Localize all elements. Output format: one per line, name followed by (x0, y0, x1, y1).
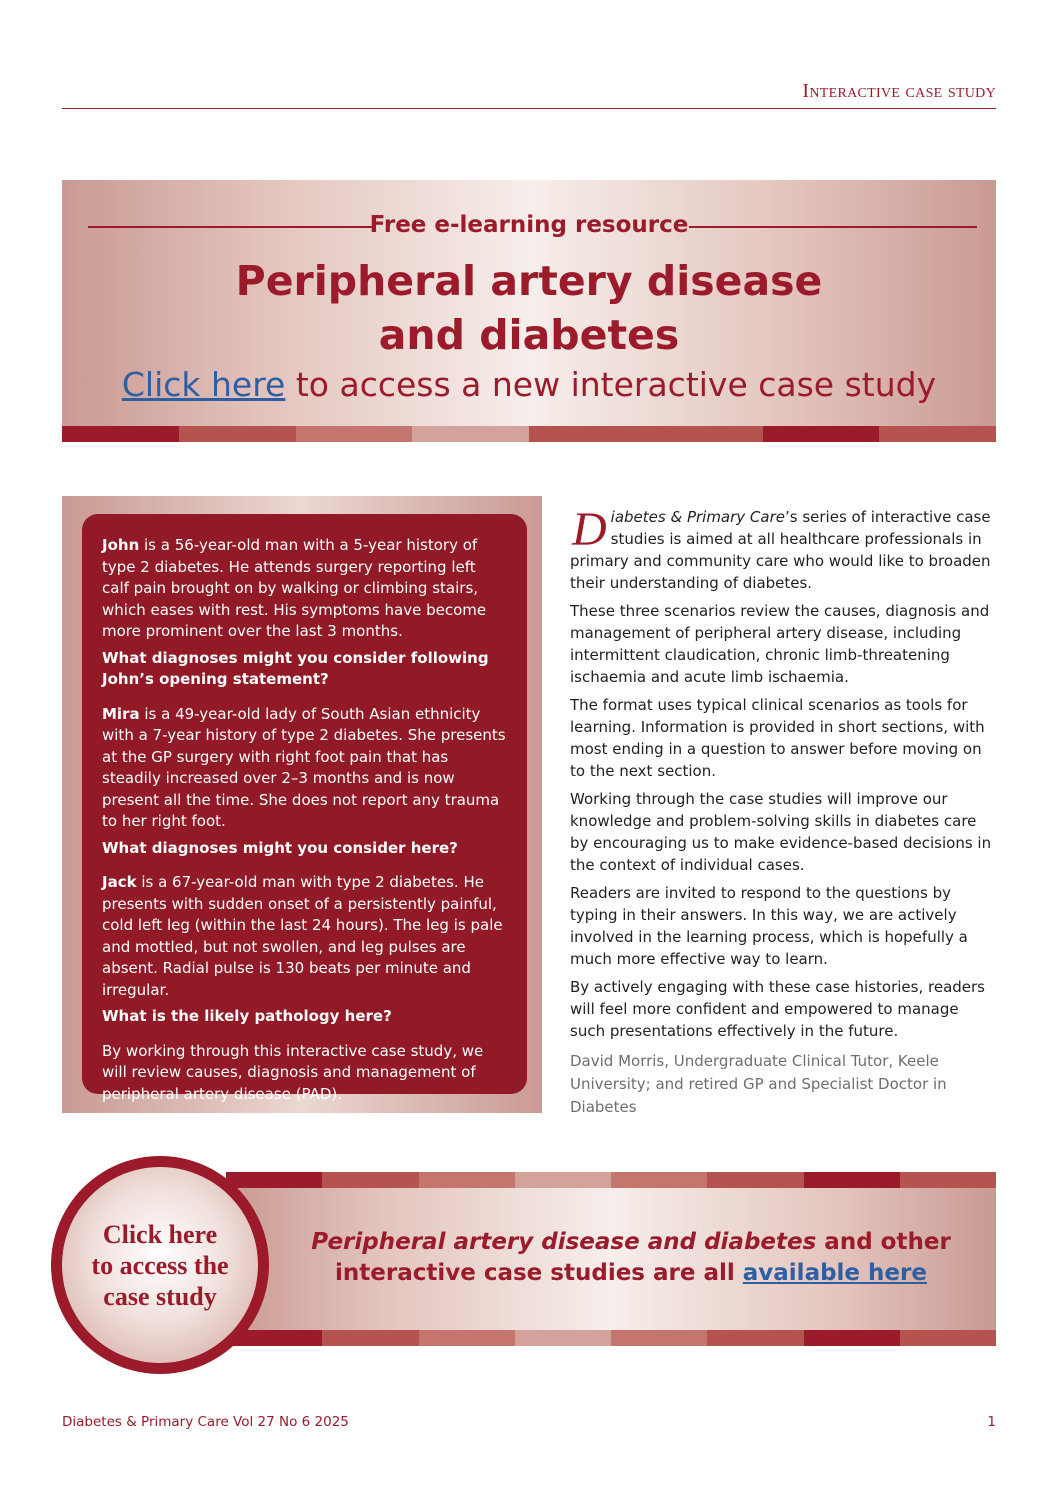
circle-line-3: case study (103, 1282, 217, 1311)
case-jack-name: Jack (102, 873, 137, 891)
case-jack (102, 872, 507, 1001)
banner-cta (62, 365, 996, 404)
journal-name: iabetes & Primary Care (610, 508, 785, 526)
bottom-stripe-top (226, 1172, 996, 1188)
intro-para-5: Readers are invited to respond to the questions by typing in their answers. In this way, we are actively involved in the learning process, which is hopefully a much more effective way to learn. (570, 884, 968, 968)
dropcap: D (572, 503, 607, 556)
bottom-stripe-bottom (226, 1330, 996, 1346)
circle-text (62, 1219, 258, 1312)
bottom-banner (226, 1172, 996, 1346)
case-john-name: John (102, 536, 140, 554)
circle-inner (62, 1167, 258, 1363)
intro-para-4: Working through the case studies will improve our knowledge and problem-solving skills in diabetes care by encouraging us to make evidence-based decisions in the context of individual cases. (570, 790, 992, 874)
case-mira-question: What diagnoses might you consider here? (102, 838, 458, 857)
banner-stripe (62, 426, 996, 442)
banner-kicker: Free e-learning resource (369, 212, 689, 238)
case-john-text: is a 56-year-old man with a 5-year history of type 2 diabetes. He attends surgery reporting left calf pain brought on by walking or climbing stairs, which eases with rest. His symptoms have become more prominent over the last 3 months. (102, 536, 487, 640)
case-john (102, 535, 507, 643)
intro-para-2: These three scenarios review the causes, diagnosis and management of peripheral artery disease, including intermittent claudication, chronic limb-threatening ischaemia and acute limb ischaemia. (570, 602, 990, 686)
intro-para-6: By actively engaging with these case histories, readers will feel more confident and empowered to manage such presentations effectively in the future. (570, 978, 985, 1040)
available-here-link[interactable]: available here (742, 1260, 927, 1286)
banner-title (62, 254, 996, 362)
page-number: 1 (987, 1414, 996, 1430)
intro-para-1 (570, 503, 995, 594)
bottom-text-mid: and other (816, 1229, 951, 1255)
author-signature: David Morris, Undergraduate Clinical Tutor, Keele University; and retired GP and Specialist Doctor in Diabetes (570, 1052, 947, 1116)
intro-column (570, 503, 995, 1125)
footer-journal: Diabetes & Primary Care Vol 27 No 6 2025 (62, 1414, 349, 1430)
bottom-text-line2: interactive case studies are all (335, 1260, 743, 1286)
running-header (62, 80, 996, 109)
case-panel (62, 496, 542, 1113)
bottom-banner-text (286, 1227, 976, 1289)
running-header-label: Interactive case study (802, 80, 996, 102)
banner-title-line2: and diabetes (378, 311, 680, 359)
access-case-study-button[interactable] (51, 1156, 269, 1374)
circle-line-1: Click here (102, 1220, 218, 1249)
circle-line-2: to access the (91, 1251, 229, 1280)
case-john-question: What diagnoses might you consider following John’s opening statement? (102, 648, 489, 688)
banner-title-line1: Peripheral artery disease (235, 257, 823, 305)
bottom-italic-title: Peripheral artery disease and diabetes (311, 1229, 817, 1255)
case-mira-text: is a 49-year-old lady of South Asian ethnicity with a 7-year history of type 2 diabetes. She presents at the GP surgery with right foot pain that has steadily increased over 2–3 months and is now present all the time. She does not report any trauma to her right foot. (102, 704, 506, 830)
case-summary: By working through this interactive case study, we will review causes, diagnosis and management of peripheral artery disease (PAD). (102, 1041, 484, 1103)
intro-para-1-text: ’s series of interactive case studies is aimed at all healthcare professionals in primary and community care who would like to broaden their understanding of diabetes. (570, 508, 991, 592)
case-jack-text: is a 67-year-old man with type 2 diabetes. He presents with sudden onset of a persistently painful, cold left leg (within the last 24 hours). The leg is pale and mottled, but not swollen, and leg pulses are absent. Radial pulse is 130 beats per minute and irregular. (102, 873, 503, 999)
intro-para-3: The format uses typical clinical scenarios as tools for learning. Information is provided in short sections, with most ending in a question to answer before moving on to the next section. (570, 696, 985, 780)
case-jack-question: What is the likely pathology here? (102, 1007, 392, 1025)
banner-cta-text: to access a new interactive case study (285, 365, 937, 404)
click-here-link[interactable]: Click here (121, 365, 286, 404)
case-mira-name: Mira (102, 704, 140, 723)
top-banner (62, 180, 996, 442)
case-mira (102, 704, 507, 833)
case-box (82, 514, 527, 1103)
